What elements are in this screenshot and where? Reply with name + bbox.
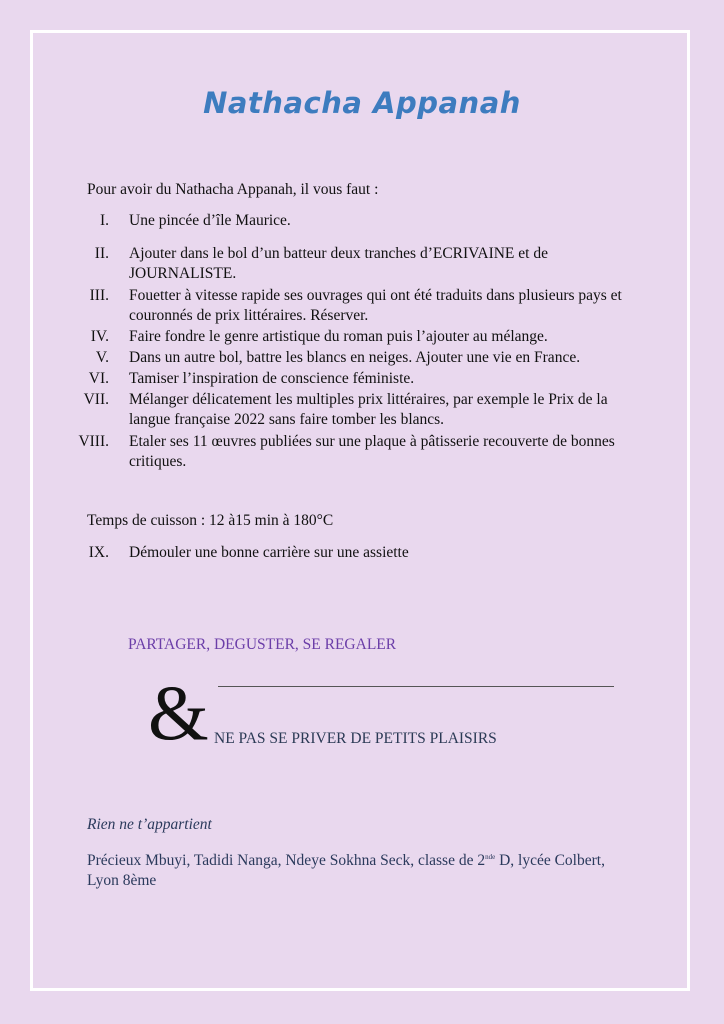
step-text: Dans un autre bol, battre les blancs en neiges. Ajouter une vie en France. xyxy=(129,349,581,366)
cooking-time: Temps de cuisson : 12 à15 min à 180°C xyxy=(87,512,334,529)
step-number: IV. xyxy=(90,328,109,345)
divider-line xyxy=(218,686,614,687)
step-number: I. xyxy=(99,212,109,229)
step-text: Faire fondre le genre artistique du roman puis l’ajouter au mélange. xyxy=(129,328,548,345)
page-title: Nathacha Appanah xyxy=(203,86,521,120)
authors-text-before: Précieux Mbuyi, Tadidi Nanga, Ndeye Sokhna Seck, classe de 2 xyxy=(87,852,486,870)
step-number: III. xyxy=(89,287,109,304)
step-text: Démouler une bonne carrière sur une assiette xyxy=(129,544,409,561)
step-text: Une pincée d’île Maurice. xyxy=(129,212,291,229)
step-text: Fouetter à vitesse rapide ses ouvrages qui ont été traduits dans plusieurs pays et couronnés de prix littéraires. Réserver. xyxy=(129,287,622,324)
plaisirs-heading: NE PAS SE PRIVER DE PETITS PLAISIRS xyxy=(214,730,497,747)
step-text: Mélanger délicatement les multiples prix littéraires, par exemple le Prix de la langue française 2022 sans faire tomber les blancs. xyxy=(129,391,608,428)
book-title: Rien ne t’appartient xyxy=(87,816,212,833)
authors-superscript: nde xyxy=(485,853,496,861)
step-number: VI. xyxy=(88,370,109,387)
step-text: Etaler ses 11 œuvres publiées sur une plaque à pâtisserie recouverte de bonnes critiques. xyxy=(129,433,615,470)
intro-text: Pour avoir du Nathacha Appanah, il vous faut : xyxy=(87,181,379,198)
step-number: IX. xyxy=(88,544,109,561)
step-number: VII. xyxy=(83,391,109,408)
ampersand-glyph: & xyxy=(148,669,209,756)
partager-heading: PARTAGER, DEGUSTER, SE REGALER xyxy=(128,636,397,653)
step-number: V. xyxy=(95,349,109,366)
authors-text-after: D, lycée Colbert, Lyon 8ème xyxy=(87,852,605,890)
authors-credit xyxy=(87,847,627,891)
step-text: Tamiser l’inspiration de conscience féministe. xyxy=(129,370,415,387)
step-number: VIII. xyxy=(78,433,109,450)
step-number: II. xyxy=(94,245,109,262)
step-text: Ajouter dans le bol d’un batteur deux tranches d’ECRIVAINE et de JOURNALISTE. xyxy=(129,245,548,282)
